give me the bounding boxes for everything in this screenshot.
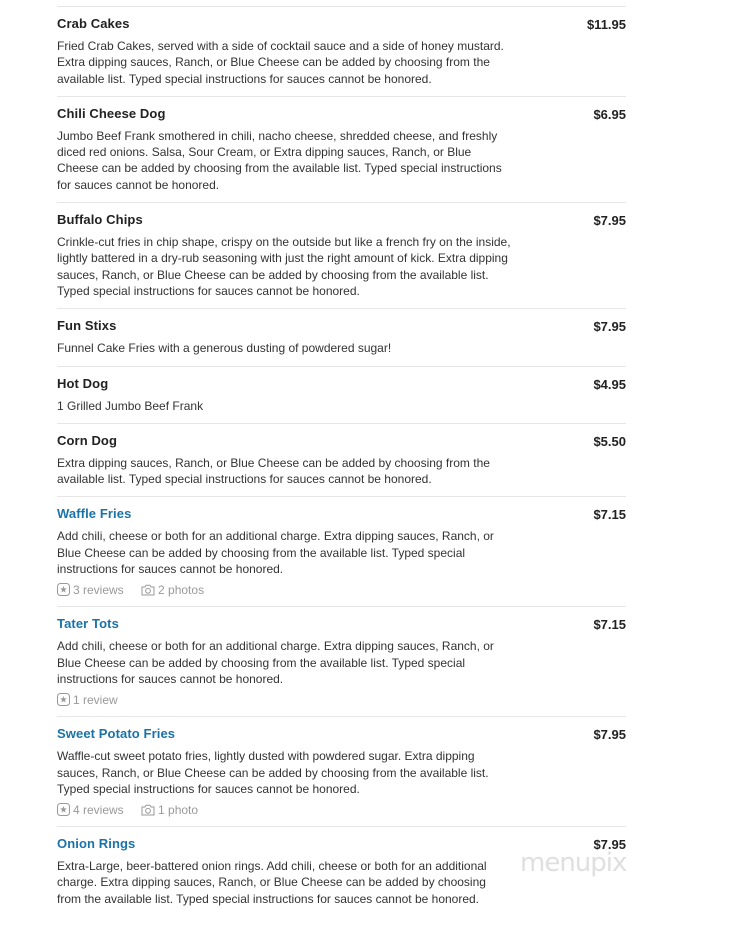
reviews-count: 4 reviews	[73, 803, 124, 818]
menu-item	[57, 97, 626, 203]
menupix-watermark: menupix	[520, 848, 627, 878]
review-star-icon	[57, 583, 70, 596]
item-name-link[interactable]: Waffle Fries	[57, 506, 132, 522]
reviews-count: 3 reviews	[73, 583, 124, 598]
reviews-link[interactable]	[57, 693, 118, 707]
reviews-count: 1 review	[73, 693, 118, 708]
item-name: Chili Cheese Dog	[57, 105, 166, 121]
item-description: Waffle-cut sweet potato fries, lightly dusted with powdered sugar. Extra dipping sauces, Ranch, or Blue Cheese can be added by choosing from the available list. Typed special instructions for sauces cannot be honored.	[57, 749, 489, 796]
item-price: $7.95	[593, 213, 626, 229]
review-star-icon	[57, 693, 70, 706]
menu-item	[57, 367, 626, 424]
reviews-link[interactable]	[57, 803, 124, 817]
menu-item	[57, 607, 626, 717]
review-star-icon	[57, 803, 70, 816]
item-price: $7.95	[593, 319, 626, 335]
item-price: $7.15	[593, 617, 626, 633]
camera-icon	[141, 584, 155, 596]
item-meta	[57, 583, 626, 597]
item-description: Crinkle-cut fries in chip shape, crispy on the outside but like a french fry on the inside, lightly battered in a dry-rub seasoning with just the right amount of kick. Extra dipping sauces, Ranch, or Blue Cheese can be added by choosing from the available list. Typed special instructions for sauces cannot be honored.	[57, 235, 511, 298]
item-description: Fried Crab Cakes, served with a side of cocktail sauce and a side of honey mustard. Extra dipping sauces, Ranch, or Blue Cheese can be added by choosing from the available list. Typed special instructions for sauces cannot be honored.	[57, 39, 504, 86]
item-price: $4.95	[593, 376, 626, 392]
item-name: Crab Cakes	[57, 16, 130, 31]
menu-item	[57, 497, 626, 607]
item-price: $7.15	[593, 507, 626, 523]
item-description: Extra-Large, beer-battered onion rings. Add chili, cheese or both for an additional charge. Extra dipping sauces, Ranch, or Blue Cheese can be added by choosing from the available list. Typed special instructions for sauces cannot be honored.	[57, 859, 487, 906]
menu-item	[57, 424, 626, 498]
item-name-link[interactable]: Onion Rings	[57, 836, 136, 852]
menu-list	[57, 6, 626, 916]
camera-icon	[141, 804, 155, 816]
item-price: $7.95	[593, 727, 626, 743]
menu-item	[57, 7, 626, 97]
menu-item	[57, 717, 626, 827]
item-price: $5.50	[593, 433, 626, 449]
item-price: $6.95	[593, 106, 626, 122]
photos-link[interactable]	[141, 803, 198, 817]
reviews-link[interactable]	[57, 583, 124, 597]
item-name-link[interactable]: Sweet Potato Fries	[57, 726, 176, 742]
item-name: Hot Dog	[57, 375, 109, 391]
item-description: Extra dipping sauces, Ranch, or Blue Cheese can be added by choosing from the available list. Typed special instructions for sauces cannot be honored.	[57, 455, 490, 487]
item-price: $7.95	[593, 837, 626, 853]
item-price: $11.95	[586, 17, 626, 32]
item-meta	[57, 803, 626, 817]
item-name: Buffalo Chips	[57, 212, 143, 228]
photos-link[interactable]	[141, 583, 204, 597]
item-description: Jumbo Beef Frank smothered in chili, nacho cheese, shredded cheese, and freshly diced red onions. Salsa, Sour Cream, or Extra dipping sauces, Ranch, or Blue Cheese can be added by choosing from the available list. Typed special instructions for sauces cannot be honored.	[57, 128, 502, 192]
item-description: Add chili, cheese or both for an additional charge. Extra dipping sauces, Ranch, or Blue Cheese can be added by choosing from the available list. Typed special instructions for sauces cannot be honored.	[57, 639, 494, 686]
menu-item	[57, 203, 626, 309]
item-description: Add chili, cheese or both for an additional charge. Extra dipping sauces, Ranch, or Blue Cheese can be added by choosing from the available list. Typed special instructions for sauces cannot be honored.	[57, 529, 494, 577]
item-description: 1 Grilled Jumbo Beef Frank	[57, 398, 204, 413]
menu-item	[57, 309, 626, 366]
photos-count: 1 photo	[158, 803, 199, 818]
item-description: Funnel Cake Fries with a generous dusting of powdered sugar!	[57, 341, 392, 356]
photos-count: 2 photos	[158, 583, 205, 598]
item-name-link[interactable]: Tater Tots	[57, 616, 119, 632]
item-name: Corn Dog	[57, 432, 118, 448]
item-meta	[57, 693, 626, 707]
item-name: Fun Stixs	[57, 318, 117, 334]
